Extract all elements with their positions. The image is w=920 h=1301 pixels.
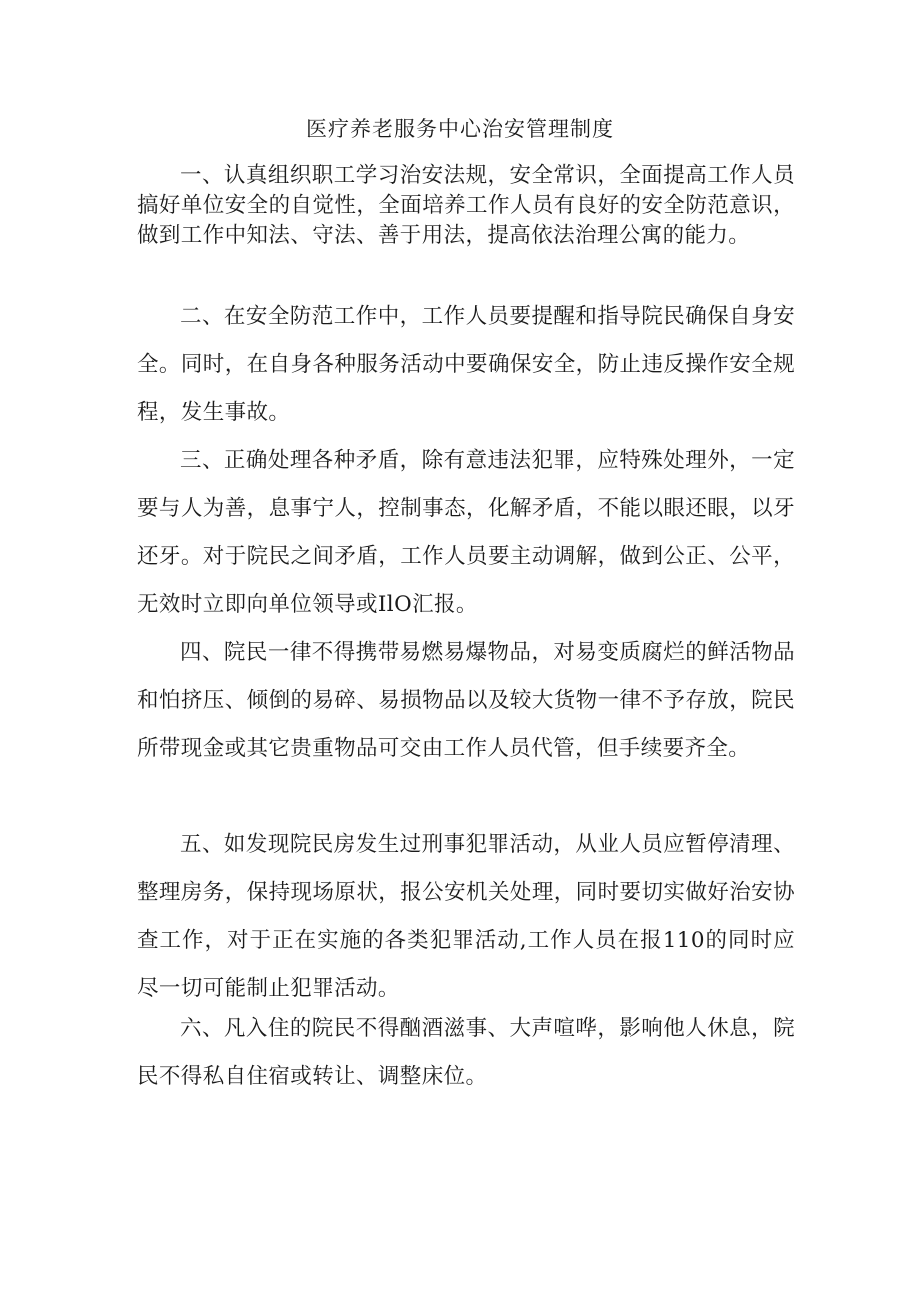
paragraph-4: 四、院民一律不得携带易燃易爆物品，对易变质腐烂的鲜活物品和怕挤压、倾倒的易碎、易损物品以及较大货物一律不予存放，院民所带现金或其它贵重物品可交由工作人员代管，但手续要齐全。 [137,640,795,761]
paragraph-2: 二、在安全防范工作中，工作人员要提醒和指导院民确保自身安全。同时，在自身各种服务活动中要确保安全，防止违反操作安全规程，发生事故。 [137,304,795,425]
paragraph-6: 六、凡入住的院民不得酗酒滋事、大声喧哗，影响他人休息，院民不得私自住宿或转让、调整床位。 [137,1016,795,1089]
paragraph-5: 五、如发现院民房发生过刑事犯罪活动，从业人员应暂停清理、整理房务，保持现场原状，报公安机关处理，同时要切实做好治安协查工作，对于正在实施的各类犯罪活动,工作人员在报110的同时应尽一切可能制止犯罪活动。 [137,832,795,1001]
paragraph-1: 一、认真组织职工学习治安法规，安全常识，全面提高工作人员搞好单位安全的自觉性，全面培养工作人员有良好的安全防范意识，做到工作中知法、守法、善于用法，提高依法治理公寓的能力。 [137,163,795,248]
document-title: 医疗养老服务中心治安管理制度 [306,117,614,141]
paragraph-3: 三、正确处理各种矛盾，除有意违法犯罪，应特殊处理外，一定要与人为善，息事宁人，控制事态，化解矛盾，不能以眼还眼，以牙还牙。对于院民之间矛盾，工作人员要主动调解，做到公正、公平，无效时立即向单位领导或IlO汇报。 [137,448,795,617]
